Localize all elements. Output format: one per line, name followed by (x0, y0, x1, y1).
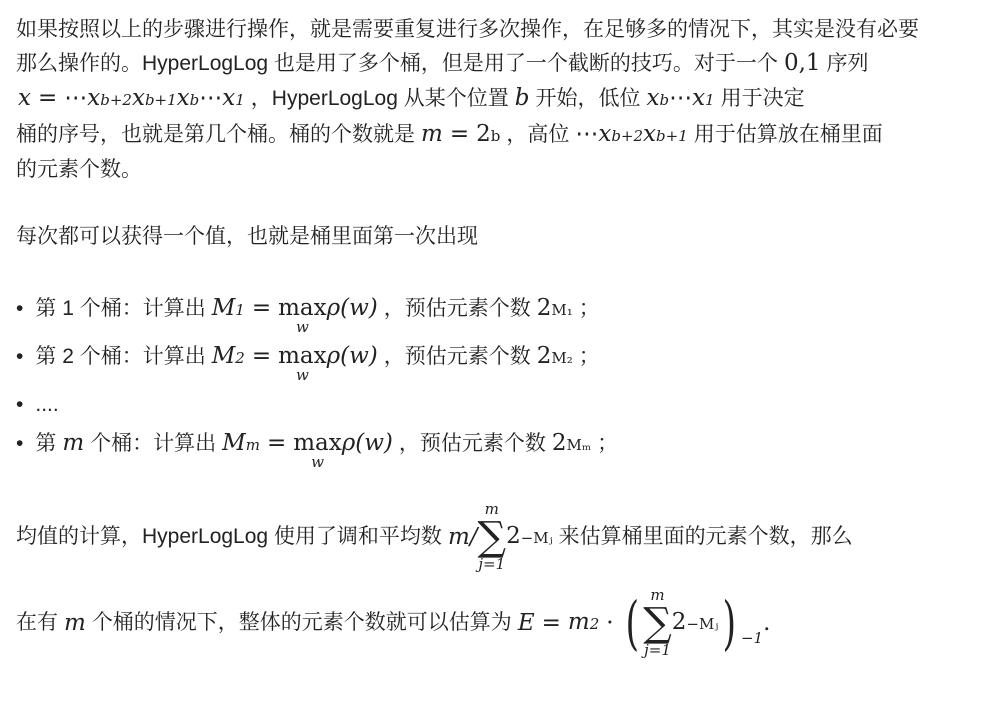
math-base: 2 (671, 609, 687, 635)
math-m (64, 608, 86, 638)
math-token (222, 428, 260, 460)
math-token (212, 293, 245, 325)
math-base: = (449, 121, 470, 147)
math-token (327, 341, 378, 371)
math-sequence (18, 83, 245, 115)
math-token (450, 119, 469, 149)
math-base: m (62, 430, 85, 456)
math-token (515, 83, 530, 113)
math-base: = (541, 610, 561, 636)
sum-symbol: ∑ (643, 600, 672, 646)
bullet: • (16, 393, 24, 416)
text: ； (578, 297, 600, 320)
para1-line1 (16, 15, 919, 45)
math-estimate (552, 428, 591, 460)
math-lower-limit: w (295, 366, 309, 384)
math-subscript: 1 (235, 91, 245, 109)
math-base: x (643, 121, 657, 147)
list-item-2 (16, 341, 600, 383)
math-token (672, 607, 719, 639)
math-token (267, 428, 286, 458)
math-max (222, 428, 393, 470)
math-base: ρ(w) (326, 343, 378, 369)
text: 每次都可以获得一个值，也就是桶里面第一次出现 (16, 225, 478, 248)
math-token (421, 119, 443, 149)
math-base: ⋯ (64, 85, 88, 111)
math-base: x (87, 85, 101, 111)
math-base: ρ(w) (341, 430, 393, 456)
list-item-3 (16, 390, 59, 420)
math-subscript: b (659, 91, 670, 109)
text: 那么操作的。HyperLogLog 也是用了多个桶，但是用了一个截断的技巧。对于一个 (16, 52, 778, 75)
text: 均值的计算，HyperLogLog 使用了调和平均数 (16, 525, 442, 548)
text: 第 1 个桶：计算出 (35, 297, 206, 320)
math-base: 2 (506, 523, 521, 549)
math-operator-stack (643, 588, 672, 658)
math-binary-digits (784, 48, 821, 78)
math-base: M (222, 430, 246, 456)
math-lower-limit: j=1 (478, 555, 506, 573)
text: ，预估元素个数 (383, 297, 531, 320)
para3 (16, 502, 853, 572)
math-base: · (606, 610, 614, 636)
para1-line3 (12, 83, 805, 115)
math-base: M (211, 295, 236, 321)
math-subscript: 1 (235, 301, 245, 319)
math-upper-limit: m (650, 586, 665, 604)
math-token (327, 293, 378, 323)
math-token (132, 83, 177, 115)
math-base: ⋯ (199, 85, 223, 111)
math-token (518, 608, 535, 638)
math-max (212, 341, 378, 383)
text: ； (578, 345, 600, 368)
math-high-bits (575, 119, 687, 151)
math-token (542, 608, 561, 638)
math-token (537, 341, 573, 373)
math-lower-limit: w (311, 453, 324, 471)
max-operator: max (278, 295, 327, 321)
math-token (763, 608, 770, 638)
math-base: x (598, 121, 612, 147)
text: .... (35, 393, 59, 416)
math-paren-group (718, 588, 764, 657)
math-subscript: b (189, 91, 200, 109)
math-token (598, 119, 643, 151)
math-base: x (692, 85, 706, 111)
max-operator: max (293, 430, 342, 456)
math-token (575, 119, 598, 149)
math-subscript: m (245, 436, 260, 454)
math-base: 2 (536, 343, 552, 369)
list-item-1 (16, 293, 600, 335)
math-token (62, 428, 84, 458)
math-token (222, 83, 245, 115)
math-estimate (537, 293, 573, 325)
math-paren: ) (722, 588, 737, 657)
math-token (252, 341, 271, 371)
math-token (552, 428, 591, 460)
math-base: x (176, 85, 190, 111)
text: 的元素个数。 (16, 158, 142, 181)
max-operator: max (278, 343, 327, 369)
math-token (506, 521, 553, 553)
math-token (342, 428, 393, 458)
math-subscript: 1 (705, 91, 715, 109)
para2 (16, 222, 478, 252)
math-base: = (251, 343, 272, 369)
math-token (177, 83, 200, 115)
text: 个桶：计算出 (90, 432, 217, 455)
math-superscript: −Mⱼ (686, 615, 719, 633)
math-operator-stack (278, 345, 327, 383)
para1-line4 (16, 119, 883, 151)
math-operator-stack (293, 432, 342, 470)
bullet: • (16, 297, 24, 320)
math-paren: ( (625, 589, 639, 657)
text: 用于估算放在桶里面 (693, 123, 883, 146)
math-base: = (266, 430, 287, 456)
bullet: • (16, 345, 24, 368)
math-base: ⋯ (575, 121, 599, 147)
math-token (568, 607, 599, 639)
math-base: 2 (551, 430, 567, 456)
math-token (537, 293, 573, 325)
math-base: E (517, 610, 535, 636)
math-subscript: b+1 (144, 91, 177, 109)
math-token (692, 83, 715, 115)
text: 开始，低位 (535, 87, 641, 110)
math-operator-stack (478, 502, 507, 572)
math-base: x (646, 85, 660, 111)
math-superscript: M₁ (551, 301, 573, 319)
text: ； (597, 432, 619, 455)
math-token (252, 293, 271, 323)
math-token (476, 119, 500, 151)
math-base: x (18, 85, 31, 111)
math-subscript: 2 (235, 349, 245, 367)
math-b (515, 83, 530, 113)
math-base: 2 (536, 295, 552, 321)
math-max (212, 293, 378, 335)
math-superscript: −Mⱼ (520, 529, 553, 547)
math-token (643, 119, 688, 151)
math-estimate (537, 341, 573, 373)
math-token (64, 608, 86, 638)
math-base: ⋯ (669, 85, 693, 111)
math-base: m (64, 610, 86, 636)
math-superscript: 2 (589, 615, 600, 633)
math-token (212, 341, 245, 373)
math-token (87, 83, 132, 115)
text: ，预估元素个数 (383, 345, 531, 368)
text: 如果按照以上的步骤进行操作，就是需要重复进行多次操作，在足够多的情况下，其实是没有必要 (16, 18, 919, 41)
text: ，HyperLogLog 从某个位置 (250, 87, 509, 110)
math-subscript: b+1 (656, 127, 688, 145)
math-base: 0,1 (783, 50, 821, 76)
list-item-4 (16, 428, 618, 470)
math-subscript: b+2 (100, 91, 132, 109)
math-token (38, 83, 57, 113)
math-base: m (421, 121, 443, 147)
math-superscript: M₂ (551, 349, 573, 367)
math-base: M (211, 343, 236, 369)
math-subscript: b+2 (611, 127, 644, 145)
math-superscript: b (490, 127, 501, 145)
math-superscript: −1 (740, 628, 764, 647)
math-token (606, 608, 613, 638)
text: 来估算桶里面的元素个数，那么 (558, 525, 853, 548)
math-base: x (131, 85, 145, 111)
text: 在有 (16, 611, 58, 634)
text: 序列 (826, 52, 869, 75)
math-token (669, 83, 692, 113)
text: 第 2 个桶：计算出 (35, 345, 206, 368)
text: 第 (35, 432, 57, 455)
math-estimate-formula (518, 588, 771, 658)
math-harmonic-mean (448, 502, 553, 572)
math-token (18, 83, 31, 113)
math-base: b (514, 85, 530, 111)
text: 用于决定 (720, 87, 805, 110)
math-token (646, 83, 669, 115)
sum-symbol: ∑ (477, 514, 507, 560)
math-upper-limit: m (484, 500, 499, 518)
bullet: • (16, 432, 24, 455)
text: ，高位 (506, 123, 570, 146)
math-bucket-count (421, 119, 500, 151)
para1-line5 (16, 155, 142, 185)
math-paren-group (621, 589, 644, 657)
text: 桶的序号，也就是第几个桶。桶的个数就是 (16, 123, 415, 146)
math-base: ρ(w) (326, 295, 378, 321)
math-superscript: Mₘ (566, 436, 592, 454)
math-token (64, 83, 87, 113)
para4 (16, 588, 776, 658)
math-base: 2 (476, 121, 491, 147)
math-low-bits (646, 83, 714, 115)
math-token (784, 48, 821, 78)
para1-line2 (16, 48, 869, 79)
text: 个桶的情况下，整体的元素个数就可以估算为 (91, 611, 512, 634)
math-m (62, 428, 84, 458)
math-base: x (222, 85, 236, 111)
math-base: = (37, 85, 58, 111)
math-base: = (251, 295, 272, 321)
math-base: m/ (447, 524, 478, 550)
math-token (448, 522, 478, 552)
math-base: m (567, 609, 590, 635)
math-operator-stack (278, 297, 327, 335)
text: ，预估元素个数 (398, 432, 546, 455)
math-lower-limit: j=1 (644, 641, 671, 659)
math-lower-limit: w (295, 318, 309, 336)
math-token (199, 83, 222, 113)
math-base: . (763, 610, 771, 636)
